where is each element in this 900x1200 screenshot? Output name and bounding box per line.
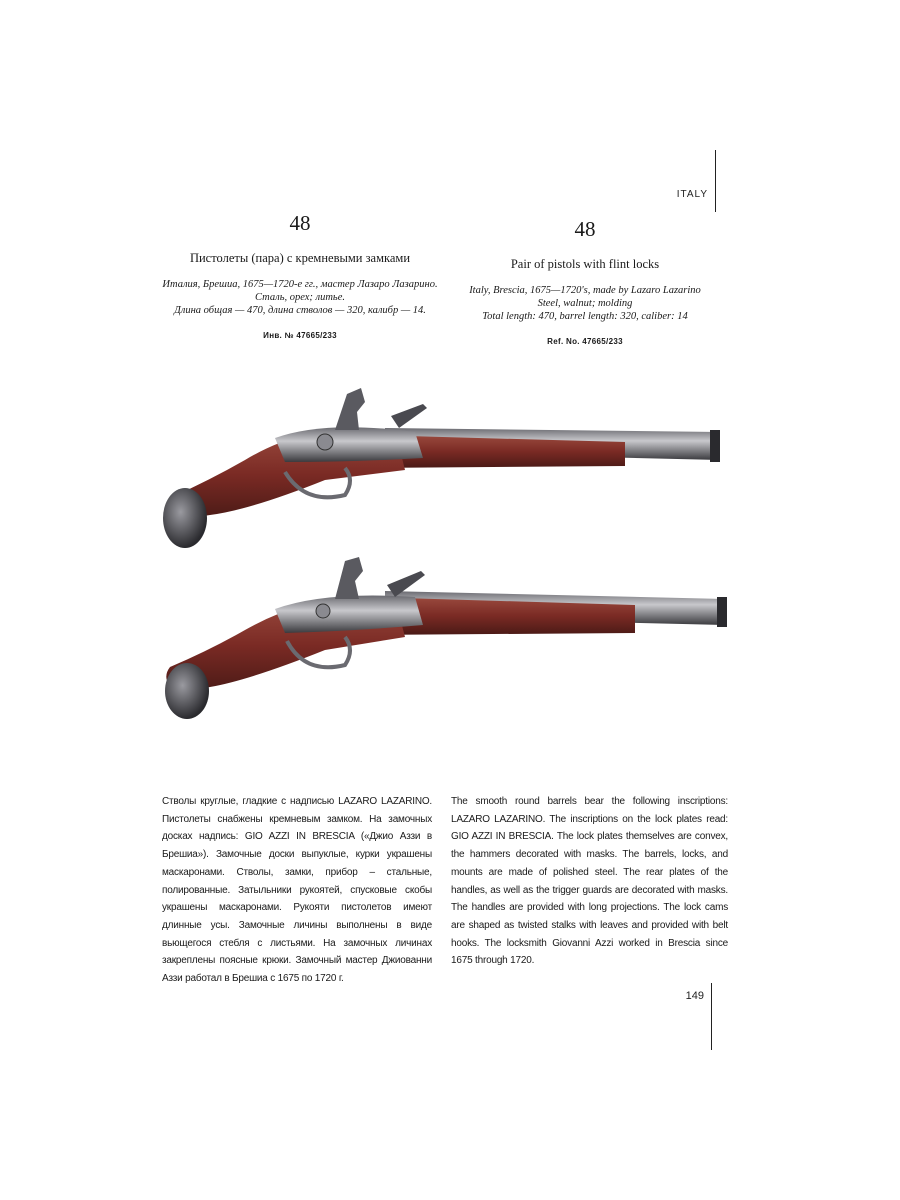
entry-materials: Steel, walnut; molding <box>537 298 633 309</box>
entry-dimensions: Total length: 470, barrel length: 320, caliber: 14 <box>482 311 688 322</box>
catalog-entry-en <box>445 216 725 346</box>
catalog-entry-ru <box>160 210 440 340</box>
footer-rule <box>711 983 712 1050</box>
entry-description <box>160 278 440 317</box>
pistol-photo-lower <box>155 555 735 730</box>
description-text-ru: Стволы круглые, гладкие с надписью LAZARO LAZARINO. Пистолеты снабжены кремневым замком. На замочных досках надпись: GIO AZZI IN BRESCIA («Джио Аззи в Брешиа»). Замочные доски выпуклые, курки украшены маскаронами. Стволы, замки, прибор – стальные, полированные. Затыльники рукоятей, спусковые скобы украшены маскаронами. Рукояти пистолетов имеют длинные усы. Замочные личины выполнены в виде вьющегося стебля с листьями. На замочных личинах закреплены поясные крюки. Замочный мастер Джиованни Аззи работал в Брешиа с 1675 по 1720 г. <box>162 796 432 985</box>
page-number: 149 <box>685 990 704 1002</box>
entry-number: 48 <box>289 211 311 235</box>
entry-title: Пистолеты (пара) с кремневыми замками <box>189 251 411 265</box>
entry-materials: Сталь, орех; литье. <box>255 292 345 303</box>
pistol-photo-upper <box>155 380 735 555</box>
entry-dimensions: Длина общая — 470, длина стволов — 320, калибр — 14. <box>174 305 426 316</box>
entry-origin: Italy, Brescia, 1675—1720's, made by Lazaro Lazarino <box>469 285 701 296</box>
description-text-en: The smooth round barrels bear the following inscriptions: LAZARO LAZARINO. The inscriptions on the lock plates read: GIO AZZI IN BRESCIA. The lock plates themselves are convex, the hammers decorated with masks. The barrels, locks, and mounts are made of polished steel. The rear plates of the handles, as well as the trigger guards are decorated with masks. The handles are provided with long projections. The lock cams are shaped as twisted stalks with leaves and provided with belt hooks. The locksmith Giovanni Azzi worked in Brescia since 1675 through 1720. <box>451 796 728 967</box>
entry-description <box>445 284 725 323</box>
entry-origin: Италия, Брешиа, 1675—1720-е гг., мастер Лазаро Лазарино. <box>162 279 438 290</box>
header-rule <box>715 150 716 212</box>
reference-number: Ref. No. 47665/233 <box>547 337 623 346</box>
entry-number: 48 <box>574 217 596 241</box>
entry-title: Pair of pistols with flint locks <box>510 257 660 271</box>
section-name: ITALY <box>676 189 708 200</box>
inventory-number: Инв. № 47665/233 <box>263 331 337 340</box>
